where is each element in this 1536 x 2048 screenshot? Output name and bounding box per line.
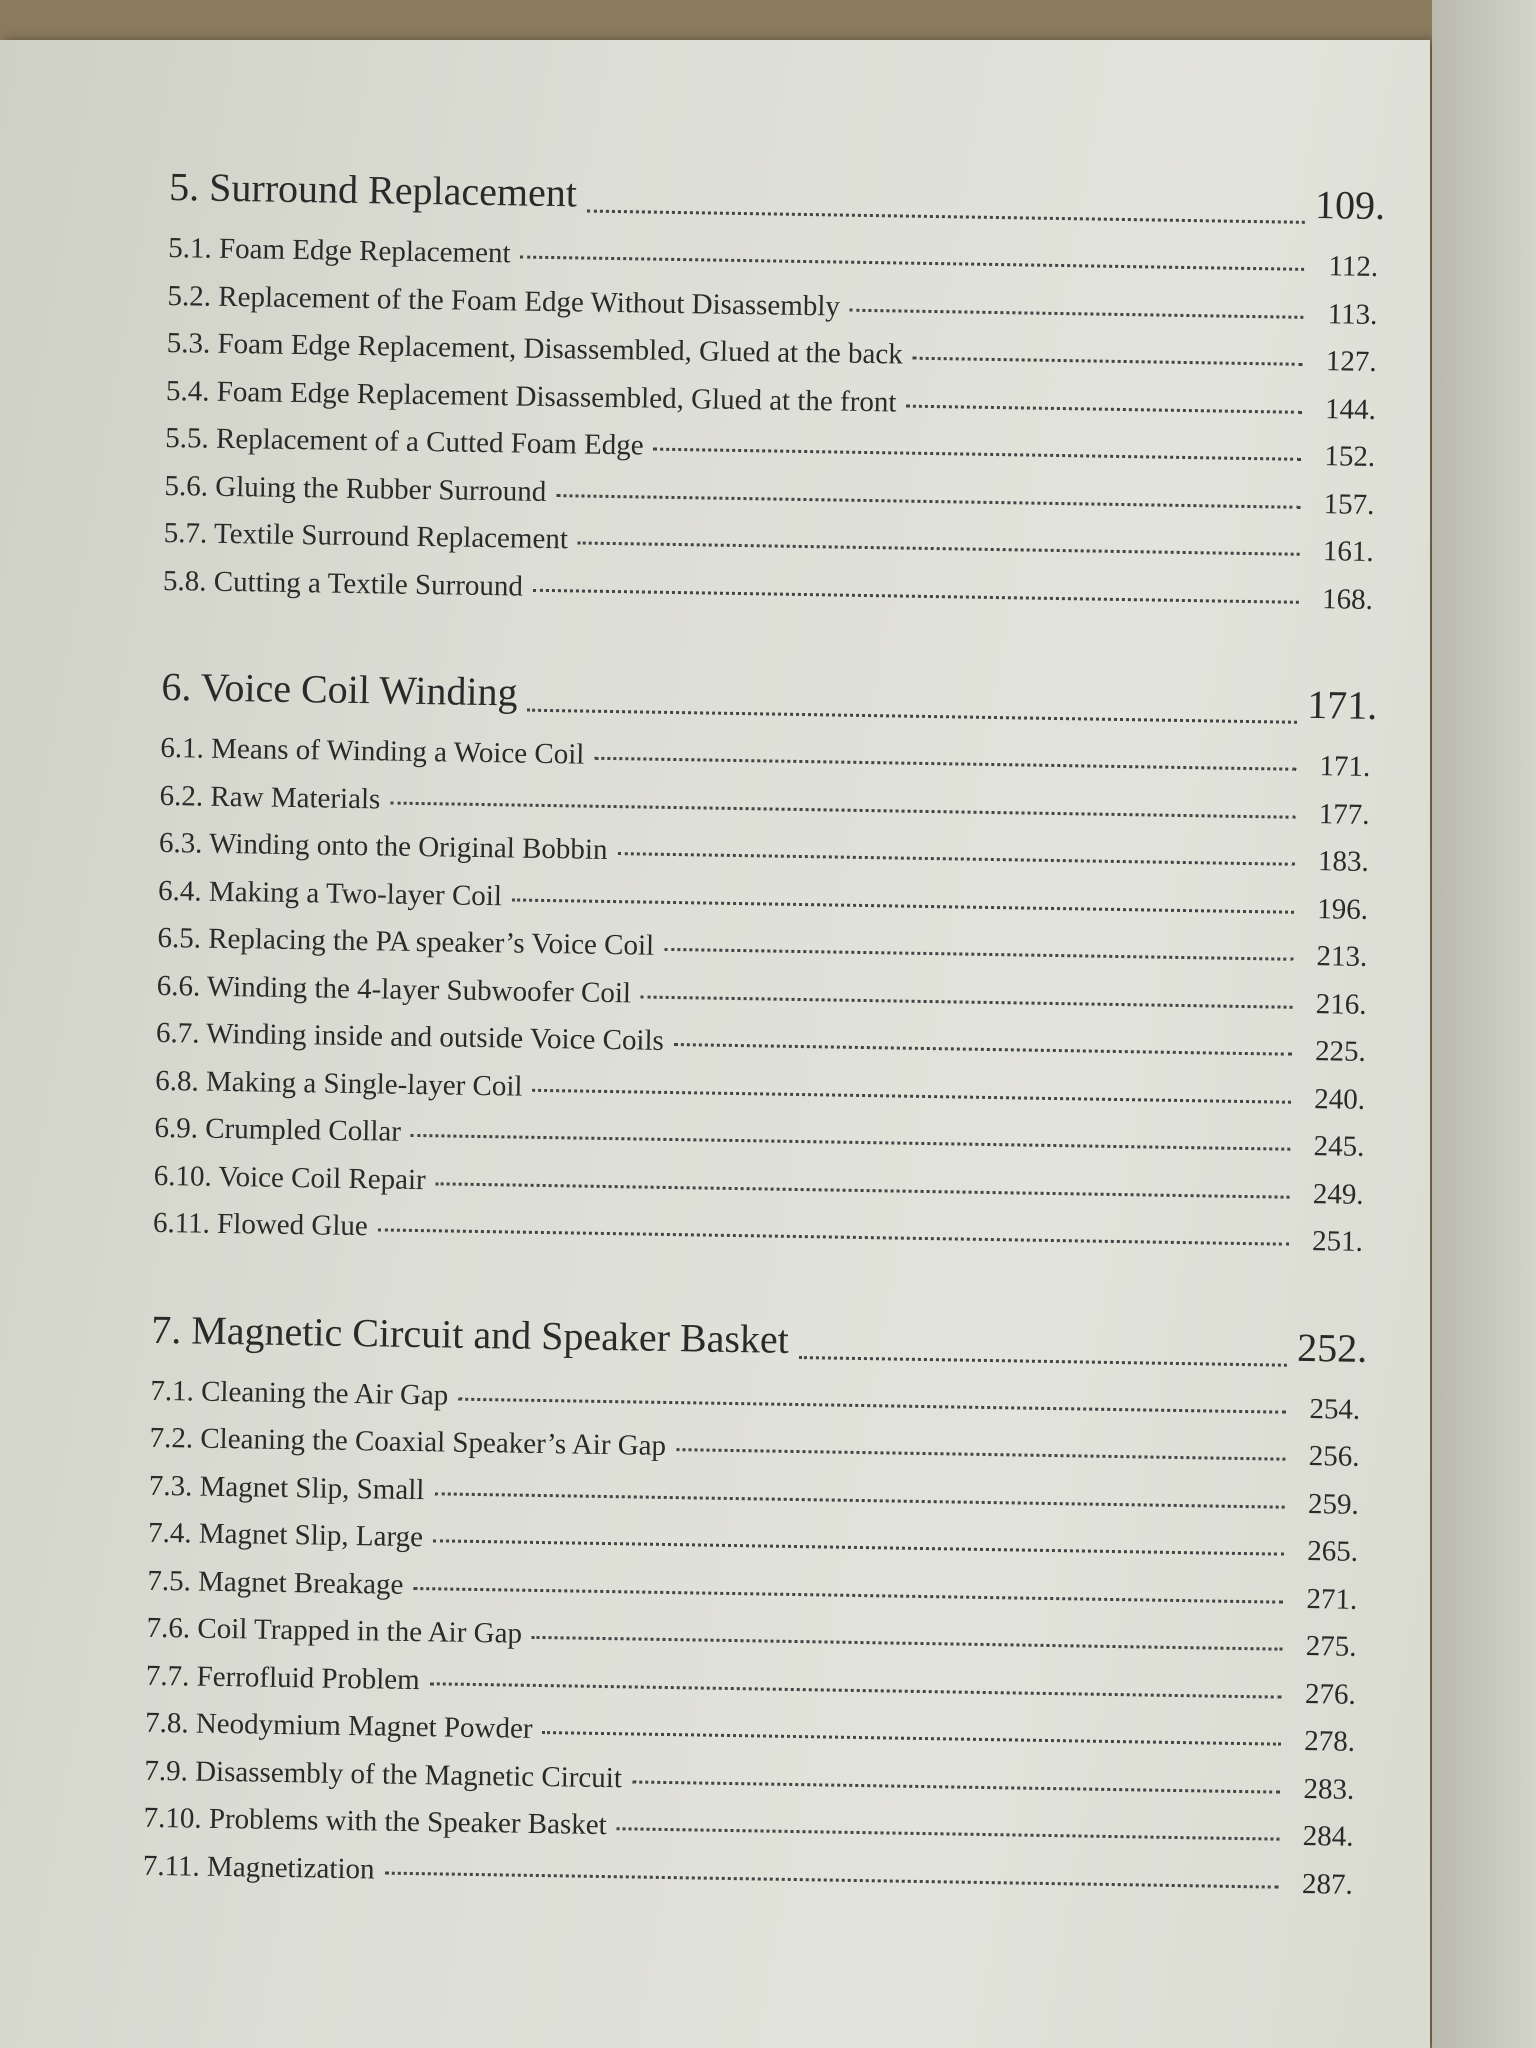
entry-label: 5.7. Textile Surround Replacement [163,516,569,556]
entry-page: 283. [1303,1772,1355,1806]
entry-label: 7.8. Neodymium Magnet Powder [144,1706,533,1745]
dot-leader [676,1448,1285,1461]
entry-page: 284. [1302,1820,1354,1853]
dot-leader [433,1539,1284,1555]
entry-label: 5.6. Gluing the Rubber Surround [164,469,547,508]
entry-label: 7.7. Ferrofluid Problem [145,1659,420,1696]
chapter-page: 171. [1306,681,1378,729]
dot-leader [532,1088,1291,1103]
entry-label: 5.8. Cutting a Textile Surround [162,564,524,603]
entry-page: 216. [1315,987,1367,1021]
entry-page: 271. [1306,1582,1358,1616]
entry-page: 278. [1303,1725,1356,1758]
entry-label: 6.6. Winding the 4-layer Subwoofer Coil [156,969,632,1009]
entry-page: 127. [1325,345,1377,378]
dot-leader [654,448,1302,461]
dot-leader [594,757,1296,771]
entry-label: 5.5. Replacement of a Cutted Foam Edge [165,421,644,462]
entry-label: 5.4. Foam Edge Replacement Disassembled, Glued at the front [165,374,897,418]
section-6 [152,640,1378,1273]
entry-label: 5.2. Replacement of the Foam Edge Without Disassembly [167,279,841,323]
dot-leader [512,898,1294,913]
dot-leader [411,1134,1290,1151]
entry-page: 112. [1328,250,1379,283]
entry-page: 254. [1309,1392,1361,1426]
dot-leader [578,541,1300,555]
entry-page: 265. [1306,1535,1359,1568]
chapter-title: 6. Voice Coil Winding [161,663,518,715]
entry-page: 259. [1307,1487,1359,1521]
entry-page: 213. [1316,940,1368,973]
entry-label: 7.2. Cleaning the Coaxial Speaker’s Air Gap [149,1421,667,1462]
section-5 [162,140,1386,631]
dot-leader [556,494,1300,509]
entry-label: 7.9. Disassembly of the Magnetic Circuit [144,1754,623,1794]
dot-leader [913,357,1303,366]
entry-page: 287. [1301,1867,1353,1901]
entry-label: 6.11. Flowed Glue [152,1206,369,1243]
entry-label: 7.5. Magnet Breakage [147,1564,404,1601]
entry-label: 5.3. Foam Edge Replacement, Disassembled, Glued at the back [166,326,904,371]
entry-page: 183. [1317,845,1370,878]
dot-leader [617,1827,1280,1840]
section-7 [142,1282,1368,1915]
chapter-page: 109. [1314,181,1386,229]
dot-leader [430,1682,1282,1698]
entry-label: 7.1. Cleaning the Air Gap [150,1374,449,1412]
dot-leader [458,1397,1286,1413]
next-page-edge [1432,0,1536,2048]
entry-label: 7.11. Magnetization [142,1849,375,1885]
dot-leader [617,852,1294,866]
entry-page: 256. [1308,1440,1360,1473]
dot-leader [799,1356,1287,1367]
dot-leader [520,256,1304,271]
entry-page: 152. [1324,440,1376,473]
entry-label: 6.8. Making a Single-layer Coil [154,1064,523,1103]
entry-page: 113. [1327,297,1378,331]
dot-leader [664,948,1293,961]
chapter-title: 7. Magnetic Circuit and Speaker Basket [150,1306,790,1362]
dot-leader [532,1636,1283,1651]
dot-leader [632,1780,1280,1793]
dot-leader [542,1731,1281,1746]
entry-page: 276. [1304,1677,1356,1711]
table-of-contents [142,140,1386,1944]
dot-leader [587,210,1305,224]
dot-leader [436,1182,1290,1198]
entry-label: 6.10. Voice Coil Repair [153,1159,426,1196]
entry-page: 177. [1318,797,1370,831]
entry-label: 7.4. Magnet Slip, Large [147,1516,424,1554]
dot-leader [390,801,1295,818]
entry-label: 7.3. Magnet Slip, Small [148,1469,425,1506]
dot-leader [527,709,1297,724]
entry-page: 249. [1312,1177,1364,1211]
entry-label: 7.6. Coil Trapped in the Air Gap [146,1611,523,1650]
entry-page: 240. [1314,1082,1366,1116]
entry-label: 6.5. Replacing the PA speaker’s Voice Coil [157,921,655,962]
dot-leader [434,1492,1284,1508]
dot-leader [413,1587,1283,1604]
entry-label: 5.1. Foam Edge Replacement [168,231,511,270]
entry-label: 6.2. Raw Materials [159,779,381,815]
chapter-page: 252. [1296,1324,1368,1371]
entry-page: 225. [1314,1035,1367,1068]
entry-page: 161. [1322,535,1374,568]
dot-leader [850,308,1304,318]
chapter-heading [150,1282,1368,1371]
entry-label: 6.7. Winding inside and outside Voice Coils [155,1016,665,1057]
dot-leader [384,1871,1278,1888]
dot-leader [378,1228,1289,1245]
entry-label: 6.9. Crumpled Collar [154,1111,402,1148]
entry-page: 245. [1313,1130,1365,1163]
chapter-title: 5. Surround Replacement [168,163,578,216]
entry-label: 7.10. Problems with the Speaker Basket [143,1801,607,1842]
dot-leader [906,404,1302,413]
chapter-heading [161,640,1378,729]
entry-page: 168. [1321,582,1374,616]
dot-leader [641,995,1293,1008]
entry-label: 6.4. Making a Two-layer Coil [157,874,503,912]
entry-page: 196. [1317,892,1369,926]
entry-page: 251. [1311,1225,1364,1258]
entry-page: 171. [1319,750,1371,783]
entry-page: 275. [1305,1630,1357,1663]
entry-label: 6.3. Winding onto the Original Bobbin [158,826,608,866]
dot-leader [533,588,1299,603]
dot-leader [674,1043,1292,1056]
entry-page: 144. [1324,392,1377,426]
entry-page: 157. [1323,487,1375,521]
entry-label: 6.1. Means of Winding a Woice Coil [160,731,585,771]
